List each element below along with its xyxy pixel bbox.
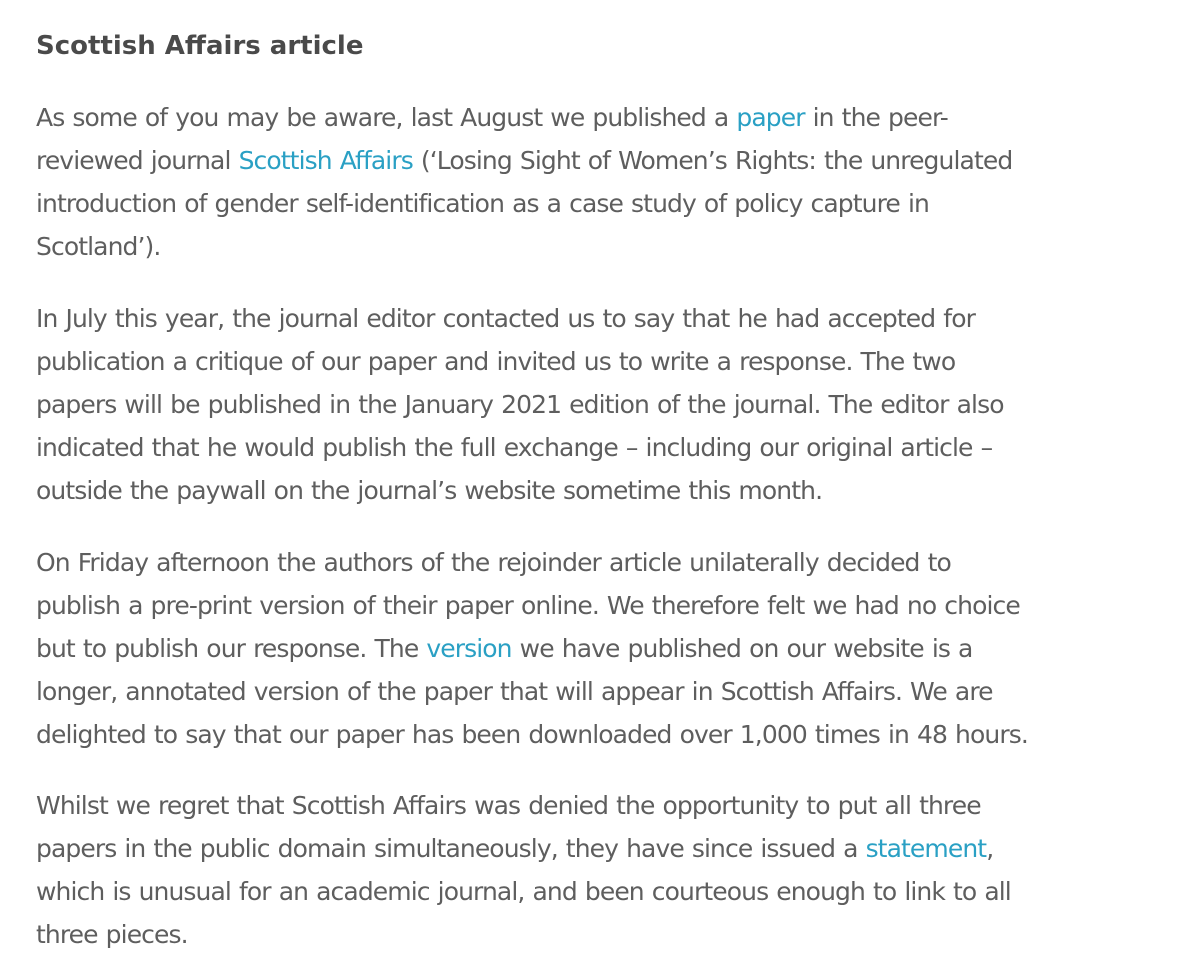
version-link[interactable]: version: [426, 634, 512, 663]
text-segment: in the peer-: [804, 103, 948, 132]
text-segment: but to publish our response. The: [36, 634, 427, 663]
text-line: In July this year, the journal editor contacted us to say that he had accepted for: [36, 304, 975, 333]
text-line: Whilst we regret that Scottish Affairs was denied the opportunity to put all three: [36, 791, 981, 820]
text-segment: reviewed journal: [36, 146, 239, 175]
scottish-affairs-link[interactable]: Scottish Affairs: [238, 146, 413, 175]
text-line: [36, 96, 1012, 139]
text-segment: ,: [986, 834, 994, 863]
text-segment: (‘Losing Sight of Women’s Rights: the unregulated: [412, 146, 1013, 175]
article-heading: Scottish Affairs article: [36, 31, 364, 61]
text-line: [36, 139, 1012, 182]
text-segment: papers in the public domain simultaneously, they have since issued a: [36, 834, 866, 863]
text-line: introduction of gender self-identification as a case study of policy capture in: [36, 189, 929, 218]
statement-link[interactable]: statement: [865, 834, 987, 863]
text-line: publish a pre-print version of their paper online. We therefore felt we had no choice: [36, 591, 1020, 620]
text-segment: we have published on our website is a: [511, 634, 973, 663]
text-line: papers will be published in the January 2021 edition of the journal. The editor also: [36, 390, 1004, 419]
paragraph-3: [36, 541, 1028, 756]
text-line: [36, 827, 1011, 870]
paragraph-4: [36, 784, 1011, 956]
text-line: outside the paywall on the journal’s website sometime this month.: [36, 476, 823, 505]
text-line: Scotland’).: [36, 232, 161, 261]
text-segment: As some of you may be aware, last August we published a: [36, 103, 737, 132]
text-line: delighted to say that our paper has been downloaded over 1,000 times in 48 hours.: [36, 720, 1028, 749]
text-line: longer, annotated version of the paper that will appear in Scottish Affairs. We are: [36, 677, 993, 706]
text-line: publication a critique of our paper and invited us to write a response. The two: [36, 347, 956, 376]
text-line: indicated that he would publish the full exchange – including our original article –: [36, 433, 993, 462]
paper-link[interactable]: paper: [736, 103, 805, 132]
paragraph-2: [36, 297, 1004, 512]
text-line: On Friday afternoon the authors of the rejoinder article unilaterally decided to: [36, 548, 951, 577]
paragraph-1: [36, 96, 1012, 268]
text-line: which is unusual for an academic journal, and been courteous enough to link to all: [36, 877, 1011, 906]
text-line: three pieces.: [36, 920, 188, 949]
text-line: [36, 627, 1028, 670]
